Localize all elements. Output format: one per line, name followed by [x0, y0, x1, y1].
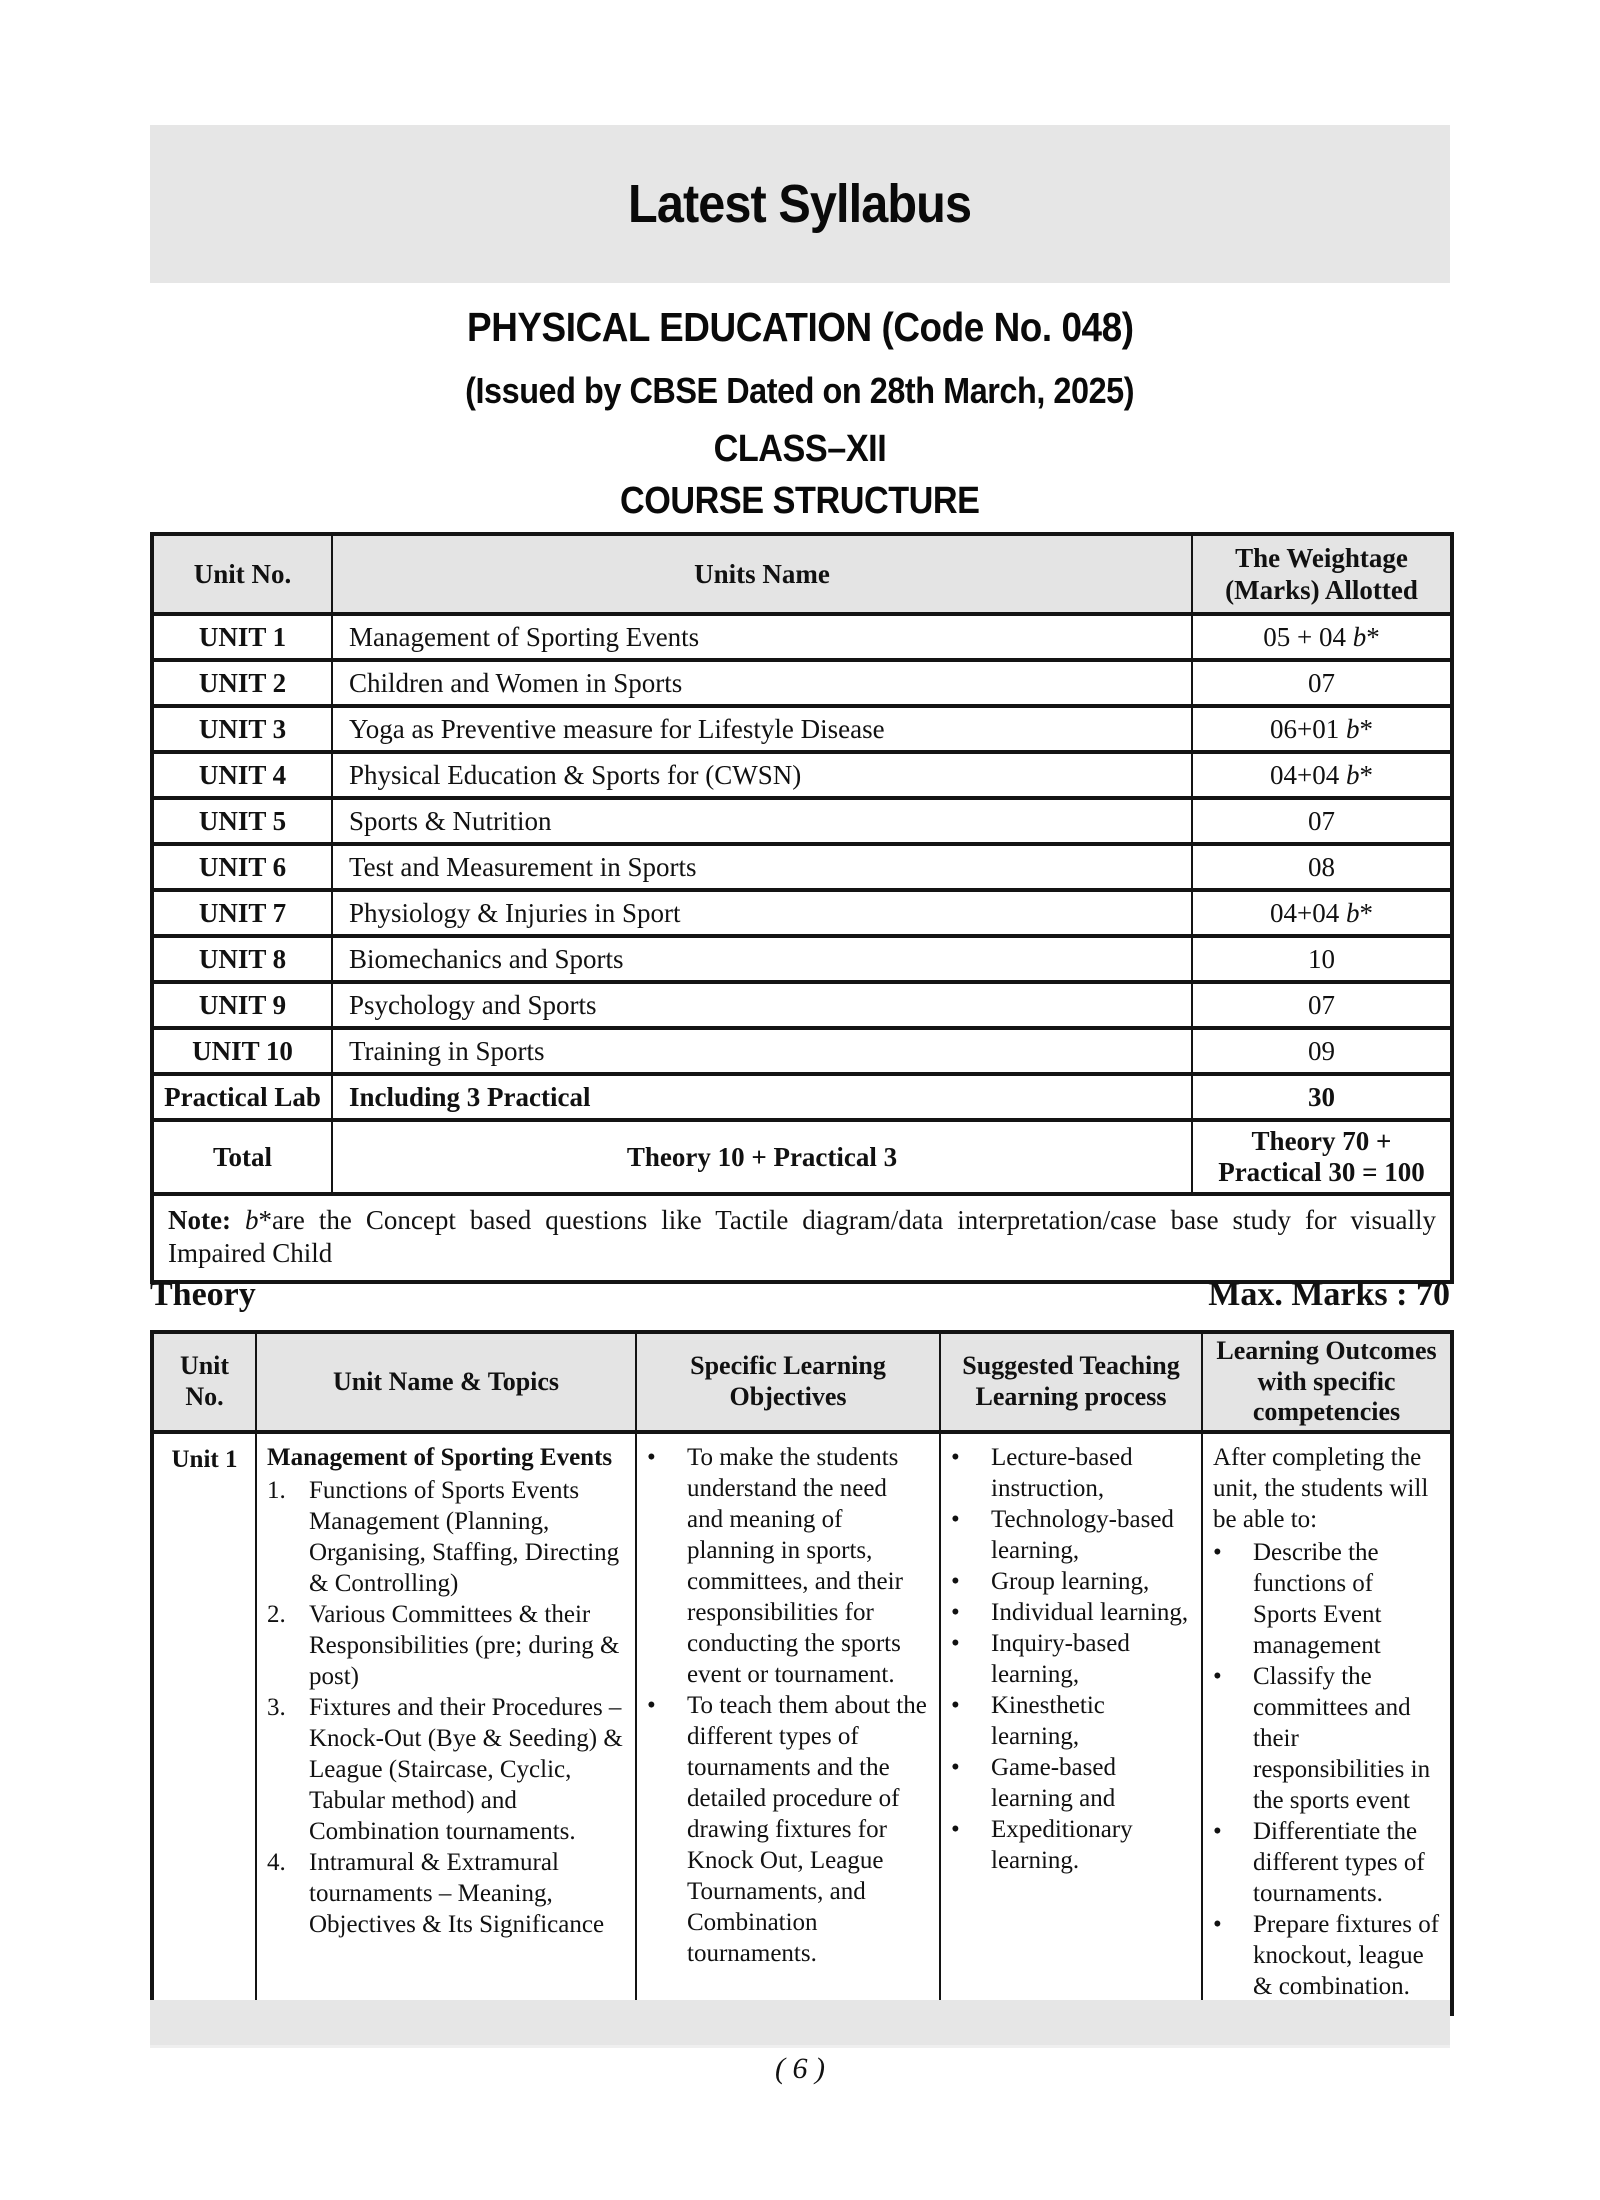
unit1-outcomes-cell: [1202, 1432, 1452, 2014]
course-header-weightage: The Weightage (Marks) Allotted: [1192, 534, 1452, 614]
course-row-marks: 07: [1192, 982, 1452, 1028]
class-heading: CLASS–XII: [713, 428, 887, 470]
objective-item: [647, 1442, 929, 1690]
bullet-icon: •: [647, 1692, 656, 1720]
bullet-icon: •: [951, 1754, 960, 1782]
banner-title: Latest Syllabus: [628, 174, 972, 234]
course-row-unit: UNIT 2: [152, 660, 332, 706]
outcome-item: [1213, 1816, 1440, 1909]
outcome-item: [1213, 1909, 1440, 2002]
course-row-unit: UNIT 5: [152, 798, 332, 844]
teaching-item: [951, 1597, 1191, 1628]
total-row-name: Theory 10 + Practical 3: [332, 1120, 1192, 1194]
topic-item-text: Various Committees & their Responsibilities (pre; during & post): [309, 1601, 620, 1691]
course-table-row: [152, 982, 1452, 1028]
syllabus-header-outcomes: Learning Outcomes with specific competencies: [1202, 1332, 1452, 1432]
teaching-item-text: Individual learning,: [991, 1599, 1189, 1627]
outcome-item-text: Differentiate the different types of tournaments.: [1253, 1818, 1425, 1908]
course-row-name: Sports & Nutrition: [332, 798, 1192, 844]
bullet-icon: •: [951, 1692, 960, 1720]
total-row-label: Total: [152, 1120, 332, 1194]
bullet-icon: •: [647, 1444, 656, 1472]
teaching-item: [951, 1752, 1191, 1814]
course-row-name: Yoga as Preventive measure for Lifestyle Disease: [332, 706, 1192, 752]
max-marks-label: Max. Marks : 70: [1208, 1276, 1450, 1313]
issued-heading: (Issued by CBSE Dated on 28th March, 2025): [465, 370, 1135, 411]
topic-item-number: 2.: [267, 1601, 286, 1629]
teaching-item: [951, 1504, 1191, 1566]
course-row-marks: 09: [1192, 1028, 1452, 1074]
outcomes-intro: After completing the unit, the students will be able to:: [1213, 1444, 1429, 1534]
course-table-row: [152, 660, 1452, 706]
syllabus-header-objectives: Specific Learning Objectives: [636, 1332, 940, 1432]
bullet-icon: •: [1213, 1818, 1222, 1846]
unit1-label-cell: Unit 1: [152, 1432, 256, 2014]
course-row-marks: 07: [1192, 798, 1452, 844]
course-structure-table: [150, 532, 1454, 1284]
topic-item-number: 4.: [267, 1849, 286, 1877]
teaching-item: [951, 1690, 1191, 1752]
course-row-marks: 04+04 b*: [1192, 890, 1452, 936]
course-table-note-row: [152, 1194, 1452, 1282]
objective-item-text: To make the students understand the need and meaning of planning in sports, committees, and their responsibilities for conducting the sports event or tournament.: [687, 1444, 903, 1689]
course-row-unit: UNIT 4: [152, 752, 332, 798]
course-table-header-row: [152, 534, 1452, 614]
course-table-row: [152, 890, 1452, 936]
course-row-name: Biomechanics and Sports: [332, 936, 1192, 982]
topic-item: [267, 1599, 625, 1692]
course-row-unit: UNIT 6: [152, 844, 332, 890]
unit1-objectives-cell: [636, 1432, 940, 2014]
bullet-icon: •: [1213, 1911, 1222, 1939]
course-row-marks: 10: [1192, 936, 1452, 982]
course-row-unit: Practical Lab: [152, 1074, 332, 1120]
topic-item: [267, 1475, 625, 1599]
course-row-marks: 30: [1192, 1074, 1452, 1120]
teaching-item: [951, 1442, 1191, 1504]
syllabus-table-header-row: [152, 1332, 1452, 1432]
page-number: ( 6 ): [775, 2052, 825, 2085]
course-row-marks: 08: [1192, 844, 1452, 890]
course-table-note: [152, 1194, 1452, 1282]
course-row-name: Physical Education & Sports for (CWSN): [332, 752, 1192, 798]
bullet-icon: •: [951, 1444, 960, 1472]
teaching-item: [951, 1628, 1191, 1690]
course-row-unit: UNIT 7: [152, 890, 332, 936]
course-table-row: [152, 844, 1452, 890]
syllabus-header-teaching-process: Suggested Teaching Learning process: [940, 1332, 1202, 1432]
teaching-item: [951, 1566, 1191, 1597]
course-table-row: [152, 752, 1452, 798]
bullet-icon: •: [1213, 1539, 1222, 1567]
outcome-item: [1213, 1537, 1440, 1661]
outcome-item-text: Describe the functions of Sports Event management: [1253, 1539, 1382, 1660]
theory-syllabus-table: [150, 1330, 1454, 2016]
latest-syllabus-banner: [150, 125, 1450, 283]
course-row-unit: UNIT 8: [152, 936, 332, 982]
teaching-item-text: Expeditionary learning.: [991, 1816, 1133, 1875]
objective-item-text: To teach them about the different types of tournaments and the detailed procedure of drawing fixtures for Knock Out, League Tournaments, and Combination tournaments.: [687, 1692, 927, 1968]
course-row-unit: UNIT 3: [152, 706, 332, 752]
course-row-unit: UNIT 1: [152, 614, 332, 660]
teaching-item-text: Group learning,: [991, 1568, 1150, 1596]
course-header-unit-no: Unit No.: [152, 534, 332, 614]
subject-heading: PHYSICAL EDUCATION (Code No. 048): [466, 304, 1134, 350]
course-table-row: [152, 798, 1452, 844]
objective-item: [647, 1690, 929, 1969]
course-row-name: Children and Women in Sports: [332, 660, 1192, 706]
theory-label: Theory: [150, 1276, 256, 1313]
course-row-name: Training in Sports: [332, 1028, 1192, 1074]
topic-item-text: Intramural & Extramural tournaments – Meaning, Objectives & Its Significance: [309, 1849, 605, 1939]
teaching-item-text: Lecture-based instruction,: [991, 1444, 1133, 1503]
course-row-name: Physiology & Injuries in Sport: [332, 890, 1192, 936]
bullet-icon: •: [951, 1568, 960, 1596]
course-table-row: [152, 706, 1452, 752]
course-table-row: [152, 614, 1452, 660]
topic-item-number: 3.: [267, 1694, 286, 1722]
course-row-marks: 04+04 b*: [1192, 752, 1452, 798]
course-row-name: Management of Sporting Events: [332, 614, 1192, 660]
outcome-item-text: Prepare fixtures of knockout, league & combination.: [1253, 1911, 1440, 2001]
bullet-icon: •: [951, 1630, 960, 1658]
bullet-icon: •: [951, 1599, 960, 1627]
theory-bar: [150, 1276, 1450, 1314]
syllabus-header-unit-no: Unit No.: [152, 1332, 256, 1432]
note-label: Note:: [168, 1205, 231, 1235]
course-table-row: [152, 1028, 1452, 1074]
syllabus-unit1-row: [152, 1432, 1452, 2014]
course-row-marks: 05 + 04 b*: [1192, 614, 1452, 660]
course-row-name: Including 3 Practical: [332, 1074, 1192, 1120]
topic-item-text: Fixtures and their Procedures – Knock-Out (Bye & Seeding) & League (Staircase, Cyclic, Tabular method) and Combination tournaments.: [309, 1694, 623, 1846]
course-row-name: Test and Measurement in Sports: [332, 844, 1192, 890]
syllabus-header-unit-name-topics: Unit Name & Topics: [256, 1332, 636, 1432]
outcome-item-text: Classify the committees and their responsibilities in the sports event: [1253, 1663, 1431, 1815]
teaching-item-text: Technology-based learning,: [991, 1506, 1174, 1565]
course-structure-heading: COURSE STRUCTURE: [620, 480, 980, 522]
course-row-marks: 07: [1192, 660, 1452, 706]
course-table-total-row: [152, 1120, 1452, 1194]
course-header-units-name: Units Name: [332, 534, 1192, 614]
topic-item-number: 1.: [267, 1477, 286, 1505]
bullet-icon: •: [951, 1816, 960, 1844]
outcome-item: [1213, 1661, 1440, 1816]
topic-title: Management of Sporting Events: [267, 1444, 613, 1472]
teaching-item-text: Kinesthetic learning,: [991, 1692, 1105, 1751]
teaching-item-text: Inquiry-based learning,: [991, 1630, 1130, 1689]
unit1-teaching-cell: [940, 1432, 1202, 2014]
topic-item: [267, 1847, 625, 1940]
unit1-topics-cell: [256, 1432, 636, 2014]
bullet-icon: •: [951, 1506, 960, 1534]
topic-item: [267, 1692, 625, 1847]
topic-item-text: Functions of Sports Events Management (Planning, Organising, Staffing, Directing & Controlling): [309, 1477, 620, 1598]
footer-band: [150, 2000, 1450, 2048]
course-row-unit: UNIT 9: [152, 982, 332, 1028]
course-table-row: [152, 1074, 1452, 1120]
teaching-item: [951, 1814, 1191, 1876]
bullet-icon: •: [1213, 1663, 1222, 1691]
note-text: b*are the Concept based questions like Tactile diagram/data interpretation/case base study for visually Impaired Child: [168, 1205, 1436, 1268]
course-row-name: Psychology and Sports: [332, 982, 1192, 1028]
course-row-unit: UNIT 10: [152, 1028, 332, 1074]
course-table-row: [152, 936, 1452, 982]
teaching-item-text: Game-based learning and: [991, 1754, 1116, 1813]
course-row-marks: 06+01 b*: [1192, 706, 1452, 752]
total-row-marks: Theory 70 + Practical 30 = 100: [1192, 1120, 1452, 1194]
